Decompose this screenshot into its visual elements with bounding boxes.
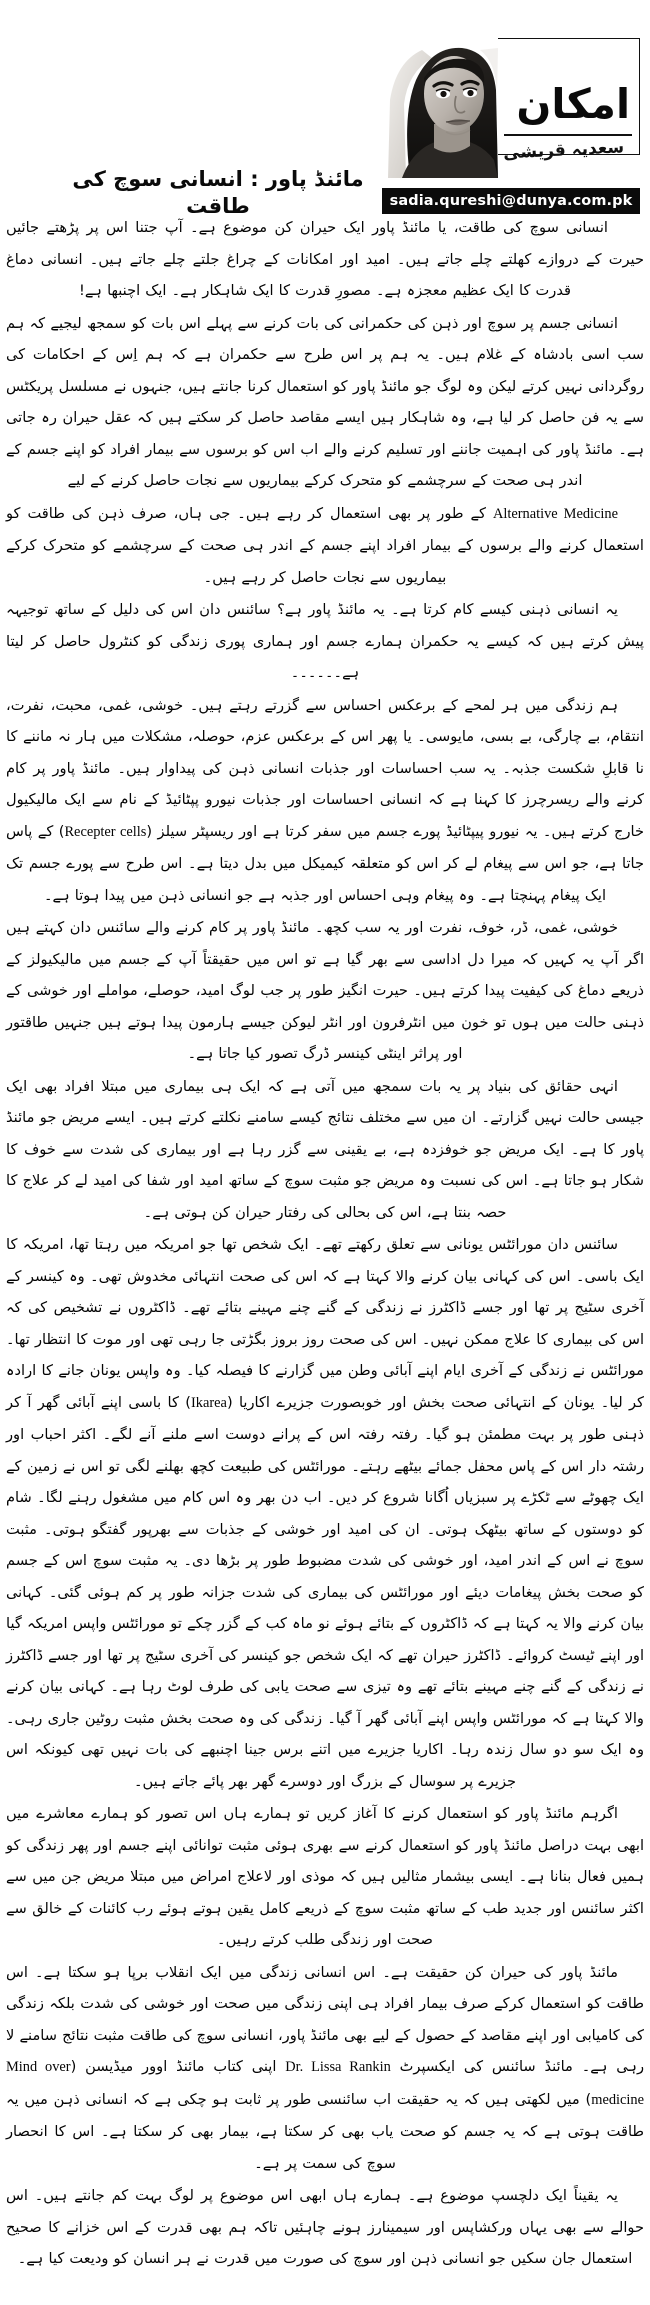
article-paragraph: یہ انسانی ذہنی کیسے کام کرتا ہے۔ یہ مائنڈ پاور ہے؟ سائنس دان اس کی دلیل کے ساتھ توجیہہ پیش کرتے ہیں کہ کیسے یہ حکمران ہمارے جسم اور ہماری پوری زندگی کو کنٹرول حاصل کر لیتا ہے۔۔۔۔۔۔ [6,601,644,681]
column-title: امکان [516,80,630,128]
latin-term: Ikarea [191,1394,227,1411]
article-paragraph: خوشی، غمی، ڈر، خوف، نفرت اور یہ سب کچھ۔ مائنڈ پاور پر کام کرنے والے سائنس دان کہتے ہیں اگر آپ یہ کہیں کہ میرا دل اداسی سے بھر گیا ہے تو اس میں حقیقتاً آپ کے جسم میں مالیکیولز کے ذریعے دماغ کی کیفیت پیدا کرتے ہیں۔ حیرت انگیز طور پر جب لوگ امید، حوصلے، مواملے اور خوشی کے ذہنی حالت میں ہوں تو خون میں انٹرفرون اور انٹر لیوکن جیسے ہارمون پیدا ہوتے ہیں جنہیں طاقتور اور پراثر اینٹی کینسر ڈرگ تصور کیا جاتا ہے۔ [6,919,644,1062]
column-masthead [382,38,642,209]
masthead-divider [504,134,632,136]
article-paragraph: یہ یقیناً ایک دلچسپ موضوع ہے۔ ہمارے ہاں ابھی اس موضوع پر لوگ بہت کم جانتے ہیں۔ اس حوالے سے بھی یہاں ورکشاپس اور سیمینارز ہونے چاہئیں تاکہ ہم بھی قدرت کے اس خزانے کا صحیح استعمال جان سکیں جو انسانی ذہن اور سوچ کی صورت میں قدرت نے ہر انسان کو ودیعت کیا ہے۔ [6,2187,644,2267]
latin-term: Alternative Medicine [492,505,618,522]
article-paragraph: مائنڈ پاور کی حیران کن حقیقت ہے۔ اس انسانی زندگی میں ایک انقلاب برپا ہو سکتا ہے۔ اس طاقت کو استعمال کرکے صرف بیمار افراد ہی اپنی زندگی میں صحت اور خوشی کی شدت بلکہ زندگی کی کامیابی اور اپنے مقاصد کے حصول کے لیے بھی مائنڈ پاور، انسانی سوچ کی طاقت مثبت نتائج سامنے لا رہی ہے۔ مائنڈ سائنس کی ایکسپرٹ Dr. Lissa Rankin اپنی کتاب مائنڈ اوور میڈیسن (Mind over medicine) میں لکھتی ہیں کہ یہ حقیقت اب سائنسی طور پر ثابت ہو چکی ہے کہ انسانی ذہن میں یہ طاقت ہوتی ہے کہ یہ جسم کو صحت یاب بھی کر سکتا ہے، بیمار بھی کر سکتا ہے۔ اس کا انحصار سوچ کی سمت پر ہے۔ [6,1963,644,2172]
author-byline: سعدیہ قریشی [502,137,625,164]
article-headline: مائنڈ پاور : انسانی سوچ کی طاقت [72,167,364,219]
article-paragraph: انہی حقائق کی بنیاد پر یہ بات سمجھ میں آتی ہے کہ ایک ہی بیماری میں مبتلا افراد بھی ایک جیسی حالت نہیں گزارتے۔ ان میں سے مختلف نتائج کیسے سامنے نکلتے کرتے ہیں۔ ایسے مریض جو مائنڈ پاور کا ہے۔ ایک مریض جو خوفزدہ ہے، بے یقینی سے گزر رہا ہے اور بیماری کی شدت سے خوف کا شکار ہو جاتا ہے۔ اس کی نسبت وہ مریض جو مثبت سوچ کے ساتھ امید اور شفا کی امید لے کر علاج کا حصہ بنتا ہے، اس کی بحالی کی رفتار حیران کن ہوتی ہے۔ [6,1077,644,1221]
article-paragraph: Alternative Medicine کے طور پر بھی استعمال کر رہے ہیں۔ جی ہاں، صرف ذہن کی طاقت کو استعمال کرنے والے برسوں کے بیمار افراد اپنے جسم کے اندر ہی صحت کے سرچشمے کو متحرک کرکے بیماریوں سے نجات حاصل کر رہے ہیں۔ [6,504,644,586]
article-paragraph: انسانی جسم پر سوچ اور ذہن کی حکمرانی کی بات کرنے سے پہلے اس بات کو سمجھ لیجیے کہ ہم سب اسی بادشاہ کے غلام ہیں۔ یہ ہم پر اس طرح سے حکمران ہے کہ ہم اِس کے احکامات کی روگردانی نہیں کرتے لیکن وہ لوگ جو مائنڈ پاور کو استعمال کرنا جانتے ہیں، جنہوں نے مسلسل پریکٹس سے یہ فن حاصل کر لیا ہے، وہ شاہکار ہیں ایسے مقاصد حاصل کر سکتے ہیں کہ عقل حیران رہ جاتی ہے۔ مائنڈ پاور کی اہمیت جاننے اور تسلیم کرنے والے اب اس کو برسوں سے بیمار افراد کو اپنے جسم کے اندر ہی صحت کے سرچشمے کو متحرک کرکے بیماریوں سے نجات حاصل کرنے کے لیے [6,314,644,489]
latin-term: Mind over medicine [6,2059,644,2108]
article-paragraph: انسانی سوچ کی طاقت، یا مائنڈ پاور ایک حیران کن موضوع ہے۔ آپ جتنا اس پر پڑھتے جائیں حیرت کے دروازے کھلتے چلے جاتے ہیں۔ امید اور امکانات کے چراغ جلتے چلے جاتے ہیں۔ انسانی دماغ قدرت کا ایک عظیم معجزہ ہے۔ مصورِ قدرت کا ایک شاہکار ہے۔ ایک اچنبھا ہے! [6,219,644,299]
latin-term: Dr. Lissa Rankin [285,2059,391,2075]
article-paragraph: سائنس دان مورائٹس یونانی سے تعلق رکھتے تھے۔ ایک شخص تھا جو امریکہ میں رہتا تھا، امریکہ کا ایک باسی۔ اس کی کہانی بیان کرنے والا کہتا ہے کہ اس کی صحت انتہائی مخدوش تھی۔ وہ کینسر کے آخری سٹیج پر تھا اور جسے ڈاکٹرز نے زندگی کے گنے چنے مہینے بتائے تھے۔ ڈاکٹروں نے تشخیص کی کہ اس کی بیماری کا علاج ممکن نہیں۔ اس کی صحت روز بروز بگڑتی جا رہی تھی اور موت کا انتظار تھا۔ مورائٹس نے زندگی کے آخری ایام اپنے آبائی وطن میں گزارنے کا فیصلہ کیا۔ وہ واپس یونان جانے کا ارادہ کر لیا۔ یونان کے انتہائی صحت بخش اور خوبصورت جزیرے اکاریا (Ikarea) کا باسی اپنے آبائی گھر آ کر ذہنی طور پر بہت مطمئن ہو گیا۔ رفتہ رفتہ اس کے پرانے دوست اسے ملنے آنے لگے۔ اکثر احباب اور رشتہ دار اس کے پاس محفل جمائے بیٹھے رہتے۔ مورائٹس کی طبیعت کچھ بھلنے لگی تو اس نے زمین کے ایک چھوٹے سے ٹکڑے پر سبزیاں اُگانا شروع کر دیں۔ اب دن بھر وہ اس کام میں مشغول رہنے لگا۔ شام کو دوستوں کے ساتھ بیٹھک ہوتی۔ ان کی امید اور خوشی کے جذبات سے بھرپور گفتگو ہوتی۔ مثبت سوچ نے اس کے اندر امید، اور خوشی کی شدت مضبوط طور پر بڑھا دی۔ یہ مثبت سوچ اس کے جسم کو صحت بخش پیغامات دیئے اور مورائٹس کی بیماری کی شدت جزانہ طور پر کم ہوئی گئی۔ کہانی بیان کرنے والا یہ کہتا ہے کہ ڈاکٹروں کے بتائے ہوئے نو ماہ کب کے گزر چکے تو مورائٹس واپس امریکہ گیا اور اپنے ٹیسٹ کروائے۔ ڈاکٹرز حیران تھے کہ ایک شخص جو کینسر کی آخری سٹیج پر تھا اور جسے ڈاکٹرز نے زندگی کے گنے چنے مہینے بتائے تھے وہ تیزی سے صحت یابی کی طرف لوٹ رہا ہے۔ کہانی بیان کرنے والا کہتا ہے کہ مورائٹس واپس اپنے آبائی گھر آ گیا۔ زندگی کی وہ صحت بخش مثبت روٹین جاری رہی۔ وہ ایک سو دو سال زندہ رہا۔ اکاریا جزیرے میں اتنے برس جینا اچنبھے کی بات نہیں تھی کیونکہ اس جزیرے پر سوسال کے بزرگ اور دوسرے گھر بھر پائے جاتے ہیں۔ [6,1236,644,1790]
author-email[interactable]: sadia.qureshi@dunya.com.pk [382,188,640,214]
latin-term: Recepter cells [64,823,147,840]
article-paragraph: ہم زندگی میں ہر لمحے کے برعکس احساس سے گزرتے رہتے ہیں۔ خوشی، غمی، محبت، نفرت، انتقام، بے چارگی، بے بسی، مایوسی۔ یا پھر اس کے برعکس عزم، حوصلہ، مشکلات میں ہار نہ ماننے کا نا قابلِ شکست جذبہ۔ یہ سب احساسات اور جذبات انسانی ذہن کی پیداوار ہیں۔ مائنڈ پاور پر کام کرنے والے ریسرچرز کا کہنا ہے کہ انسانی احساسات اور جذبات نیورو پپٹائیڈ کے نام سے ایک مالیکیول خارج کرتے ہیں۔ یہ نیورو پیپٹائیڈ پورے جسم میں سفر کرتا ہے اور ریسپٹر سیلز (Recepter cells) کے پاس جاتا ہے، جو اس سے پیغام لے کر اس کو متعلقہ کیمیکل میں بدل دیتا ہے۔ اس طرح سے پورے جسم تک ایک پیغام پہنچتا ہے۔ وہ پیغام وہی احساس اور جذبہ ہے جو انسانی ذہن میں پیدا ہوتا ہے۔ [6,696,644,904]
article-paragraph: اگرہم مائنڈ پاور کو استعمال کرنے کا آغاز کریں تو ہمارے ہاں اس تصور کو ہمارے معاشرے میں ابھی بہت دراصل مائنڈ پاور کو استعمال کرنے سے بھری ہوئی مثبت توانائی اپنے جسم اور پھر زندگی کو ہمیں فعال بنانا ہے۔ ایسی بیشمار مثالیں ہیں کہ موذی اور لاعلاج امراض میں مبتلا مریض جن میں سے اکثر سائنس اور جدید طب کے ساتھ مثبت سوچ کے ذریعے کامل یقین ہوتے ہوئے رب کائنات کے خالق سے صحت اور زندگی طلب کرتے رہیں۔ [6,1805,644,1948]
article-body [6,212,644,2276]
author-portrait [380,28,498,178]
